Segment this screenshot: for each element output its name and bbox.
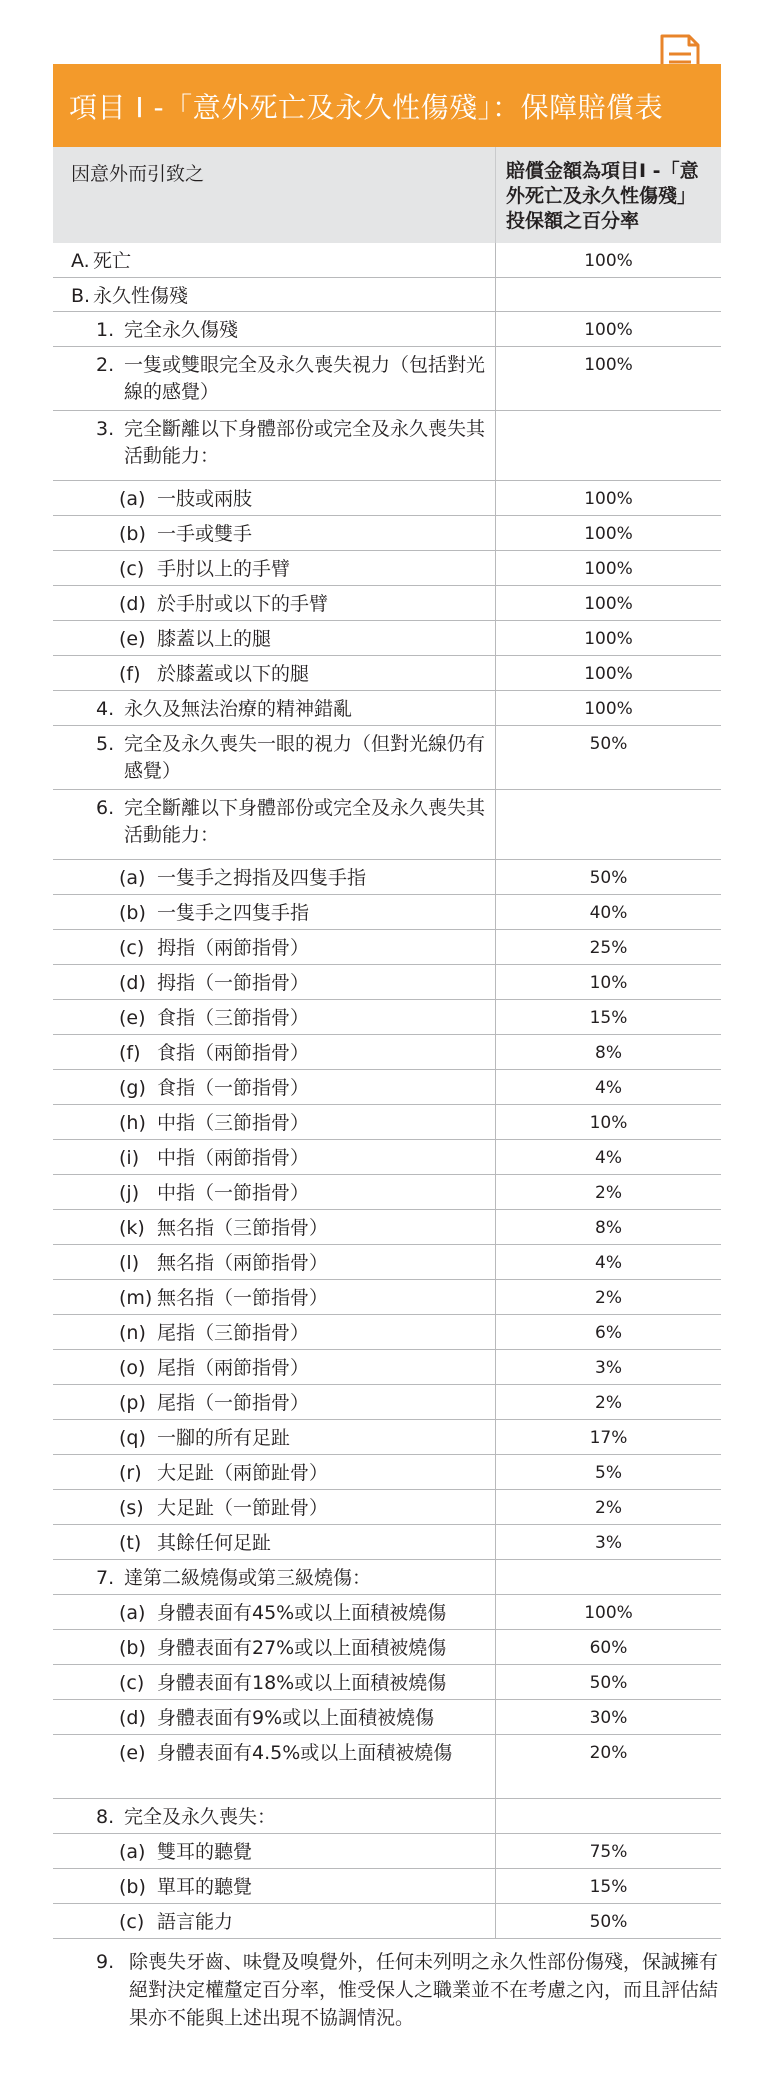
row-text: 完全及永久喪失一眼的視力（但對光線仍有感覺） — [124, 733, 486, 782]
table-row — [53, 860, 721, 895]
table-row — [53, 516, 721, 551]
row-label: (a) — [119, 1602, 146, 1624]
row-label: (c) — [119, 1911, 145, 1933]
row-label: (l) — [119, 1252, 140, 1274]
row-label: 3. — [96, 418, 115, 440]
row-label: (b) — [119, 902, 146, 924]
row-percentage: 15% — [495, 1000, 721, 1034]
row-text: 身體表面有27%或以上面積被燒傷 — [157, 1637, 447, 1659]
row-percentage — [495, 278, 721, 311]
row-description — [53, 1210, 495, 1244]
row-description — [53, 1280, 495, 1314]
table-row — [53, 1420, 721, 1455]
table-row — [53, 1035, 721, 1070]
row-text: 膝蓋以上的腿 — [157, 628, 272, 650]
row-label: (b) — [119, 523, 146, 545]
row-percentage: 20% — [495, 1735, 721, 1798]
table-row — [53, 1350, 721, 1385]
row-label: (i) — [119, 1147, 140, 1169]
row-text: 一手或雙手 — [157, 523, 253, 545]
row-description — [53, 1869, 495, 1903]
row-text: 雙耳的聽覺 — [157, 1841, 253, 1863]
row-description — [53, 1490, 495, 1524]
row-label: (f) — [119, 663, 141, 685]
row-description — [53, 1035, 495, 1069]
row-percentage: 3% — [495, 1525, 721, 1559]
row-description — [53, 656, 495, 690]
row-text: 大足趾（一節趾骨） — [157, 1497, 329, 1519]
row-description — [53, 1700, 495, 1734]
row-label: (j) — [119, 1182, 140, 1204]
table-row — [53, 1070, 721, 1105]
row-description — [53, 411, 495, 480]
table-row — [53, 1799, 721, 1834]
row-label: 6. — [96, 797, 115, 819]
table-title-bar — [53, 64, 721, 147]
row-text: 達第二級燒傷或第三級燒傷： — [124, 1567, 372, 1589]
row-text: 其餘任何足趾 — [157, 1532, 272, 1554]
row-percentage: 2% — [495, 1490, 721, 1524]
row-description — [53, 930, 495, 964]
row-text: 食指（三節指骨） — [157, 1007, 310, 1029]
row-text: 中指（三節指骨） — [157, 1112, 310, 1134]
row-label: (d) — [119, 593, 146, 615]
row-label: (q) — [119, 1427, 146, 1449]
row-text: 無名指（兩節指骨） — [157, 1252, 329, 1274]
header-cause: 因意外而引致之 — [71, 163, 205, 185]
table-row — [53, 1560, 721, 1595]
row-percentage: 50% — [495, 1665, 721, 1699]
row-percentage: 2% — [495, 1175, 721, 1209]
row-label: 4. — [96, 698, 115, 720]
row-percentage: 100% — [495, 243, 721, 277]
table-row — [53, 930, 721, 965]
row-description — [53, 1834, 495, 1868]
row-label: (d) — [119, 972, 146, 994]
row-percentage: 17% — [495, 1420, 721, 1454]
row-text: 拇指（兩節指骨） — [157, 937, 310, 959]
table-row — [53, 1105, 721, 1140]
row-text: 完全及永久喪失： — [124, 1806, 277, 1828]
row-percentage: 4% — [495, 1245, 721, 1279]
table-row — [53, 1455, 721, 1490]
row-label: B. — [71, 285, 91, 307]
table-row — [53, 347, 721, 411]
row-label: (t) — [119, 1532, 142, 1554]
table-row — [53, 1385, 721, 1420]
row-label: (a) — [119, 1841, 146, 1863]
row-text: 死亡 — [93, 250, 132, 272]
row-text: 食指（一節指骨） — [157, 1077, 310, 1099]
row-percentage: 60% — [495, 1630, 721, 1664]
row-text: 完全斷離以下身體部份或完全及永久喪失其活動能力： — [124, 418, 486, 467]
header-compensation: 賠償金額為項目I -「意外死亡及永久性傷殘」投保額之百分率 — [495, 147, 721, 243]
table-row — [53, 312, 721, 347]
row-percentage: 15% — [495, 1869, 721, 1903]
row-text: 食指（兩節指骨） — [157, 1042, 310, 1064]
row-description — [53, 347, 495, 410]
row-description — [53, 1420, 495, 1454]
row-text: 於手肘或以下的手臂 — [157, 593, 329, 615]
row-label: (e) — [119, 1007, 146, 1029]
table-row — [53, 1904, 721, 1939]
table-row — [53, 1525, 721, 1560]
row-text: 拇指（一節指骨） — [157, 972, 310, 994]
row-description — [53, 1000, 495, 1034]
row-text: 中指（兩節指骨） — [157, 1147, 310, 1169]
row-description — [53, 1385, 495, 1419]
row-description — [53, 1904, 495, 1938]
table-row — [53, 895, 721, 930]
row-label: (c) — [119, 558, 145, 580]
table-row — [53, 551, 721, 586]
table-row — [53, 1665, 721, 1700]
table-row — [53, 411, 721, 481]
row-label: 2. — [96, 354, 115, 376]
row-description — [53, 1350, 495, 1384]
row-label: A. — [71, 250, 90, 272]
row-label: (h) — [119, 1112, 146, 1134]
row-description — [53, 1140, 495, 1174]
row-description — [53, 516, 495, 550]
row-description — [53, 1595, 495, 1629]
row-label: 8. — [96, 1806, 115, 1828]
row-percentage: 100% — [495, 691, 721, 725]
row-description — [53, 312, 495, 346]
row-text: 永久性傷殘 — [93, 285, 189, 307]
row-text: 身體表面有4.5%或以上面積被燒傷 — [157, 1742, 453, 1764]
row-description — [53, 726, 495, 789]
row-label: (c) — [119, 937, 145, 959]
table-row — [53, 1700, 721, 1735]
row-percentage: 10% — [495, 965, 721, 999]
row-label: 5. — [96, 733, 115, 755]
table-row — [53, 1140, 721, 1175]
table-row — [53, 1834, 721, 1869]
row-percentage: 2% — [495, 1280, 721, 1314]
row-percentage: 3% — [495, 1350, 721, 1384]
row-label: 1. — [96, 319, 115, 341]
table-row — [53, 656, 721, 691]
row-label: (o) — [119, 1357, 146, 1379]
row-label: (c) — [119, 1672, 145, 1694]
row-description — [53, 691, 495, 725]
row-label: (a) — [119, 488, 146, 510]
row-percentage: 4% — [495, 1140, 721, 1174]
row-text: 一隻手之拇指及四隻手指 — [157, 867, 367, 889]
row-text: 一腳的所有足趾 — [157, 1427, 291, 1449]
row-description — [53, 551, 495, 585]
table-row — [53, 481, 721, 516]
row-percentage: 100% — [495, 312, 721, 346]
table-row — [53, 1595, 721, 1630]
table-row — [53, 1490, 721, 1525]
row-percentage: 100% — [495, 516, 721, 550]
row-percentage: 4% — [495, 1070, 721, 1104]
table-row — [53, 278, 721, 312]
row-percentage: 40% — [495, 895, 721, 929]
row-description — [53, 1560, 495, 1594]
table-row — [53, 1630, 721, 1665]
row-description — [53, 278, 495, 311]
row-text: 身體表面有18%或以上面積被燒傷 — [157, 1672, 447, 1694]
row-percentage: 100% — [495, 1595, 721, 1629]
row-text: 一隻或雙眼完全及永久喪失視力（包括對光線的感覺） — [124, 354, 486, 403]
table-row — [53, 1245, 721, 1280]
footnote-text: 除喪失牙齒、味覺及嗅覺外，任何未列明之永久性部份傷殘，保誠擁有絕對決定權釐定百分率，惟受保人之職業並不在考慮之內，而且評估結果亦不能與上述出現不協調情況。 — [129, 1951, 719, 2029]
table-row — [53, 691, 721, 726]
row-label: (a) — [119, 867, 146, 889]
row-text: 於膝蓋或以下的腿 — [157, 663, 310, 685]
row-text: 永久及無法治療的精神錯亂 — [124, 698, 353, 720]
row-label: (s) — [119, 1497, 144, 1519]
row-label: (m) — [119, 1287, 153, 1309]
row-label: (e) — [119, 628, 146, 650]
row-percentage — [495, 1560, 721, 1594]
row-text: 身體表面有9%或以上面積被燒傷 — [157, 1707, 435, 1729]
row-percentage: 100% — [495, 586, 721, 620]
row-text: 單耳的聽覺 — [157, 1876, 253, 1898]
row-percentage — [495, 1799, 721, 1833]
row-description — [53, 1245, 495, 1279]
row-percentage: 5% — [495, 1455, 721, 1489]
row-label: (e) — [119, 1742, 146, 1764]
row-description — [53, 1665, 495, 1699]
row-percentage: 100% — [495, 656, 721, 690]
row-percentage — [495, 411, 721, 480]
row-text: 尾指（三節指骨） — [157, 1322, 310, 1344]
row-text: 大足趾（兩節趾骨） — [157, 1462, 329, 1484]
table-header — [53, 147, 721, 243]
row-text: 完全永久傷殘 — [124, 319, 239, 341]
row-description — [53, 965, 495, 999]
row-label: (r) — [119, 1462, 142, 1484]
table-row — [53, 1210, 721, 1245]
row-text: 無名指（三節指骨） — [157, 1217, 329, 1239]
row-percentage: 30% — [495, 1700, 721, 1734]
row-description — [53, 1105, 495, 1139]
row-label: (b) — [119, 1637, 146, 1659]
row-percentage: 8% — [495, 1035, 721, 1069]
row-description — [53, 586, 495, 620]
row-description — [53, 1799, 495, 1833]
row-percentage: 100% — [495, 551, 721, 585]
row-description — [53, 1630, 495, 1664]
row-percentage: 25% — [495, 930, 721, 964]
row-label: (k) — [119, 1217, 145, 1239]
row-description — [53, 1315, 495, 1349]
row-percentage: 75% — [495, 1834, 721, 1868]
footnote — [96, 1948, 722, 2032]
table-row — [53, 621, 721, 656]
row-description — [53, 1735, 495, 1798]
row-text: 一肢或兩肢 — [157, 488, 253, 510]
row-description — [53, 895, 495, 929]
row-percentage: 2% — [495, 1385, 721, 1419]
row-text: 無名指（一節指骨） — [157, 1287, 329, 1309]
row-description — [53, 481, 495, 515]
row-percentage — [495, 790, 721, 859]
row-description — [53, 1455, 495, 1489]
table-row — [53, 586, 721, 621]
row-label: (f) — [119, 1042, 141, 1064]
row-percentage: 100% — [495, 481, 721, 515]
row-text: 一隻手之四隻手指 — [157, 902, 310, 924]
page-title: 項目 I -「意外死亡及永久性傷殘」：保障賠償表 — [69, 90, 664, 124]
row-percentage: 50% — [495, 726, 721, 789]
table-row — [53, 1315, 721, 1350]
row-description — [53, 243, 495, 277]
row-text: 語言能力 — [157, 1911, 234, 1933]
table-row — [53, 1735, 721, 1799]
row-description — [53, 790, 495, 859]
row-description — [53, 1070, 495, 1104]
row-text: 身體表面有45%或以上面積被燒傷 — [157, 1602, 447, 1624]
footnote-label: 9. — [96, 1951, 115, 1973]
table-row — [53, 965, 721, 1000]
row-text: 尾指（一節指骨） — [157, 1392, 310, 1414]
row-percentage: 50% — [495, 860, 721, 894]
table-row — [53, 790, 721, 860]
table-row — [53, 1000, 721, 1035]
row-percentage: 8% — [495, 1210, 721, 1244]
row-percentage: 6% — [495, 1315, 721, 1349]
row-description — [53, 1525, 495, 1559]
row-description — [53, 1175, 495, 1209]
row-text: 中指（一節指骨） — [157, 1182, 310, 1204]
row-label: (n) — [119, 1322, 146, 1344]
row-description — [53, 860, 495, 894]
row-text: 手肘以上的手臂 — [157, 558, 291, 580]
row-percentage: 100% — [495, 621, 721, 655]
row-percentage: 10% — [495, 1105, 721, 1139]
row-label: 7. — [96, 1567, 115, 1589]
table-row — [53, 1280, 721, 1315]
table-row — [53, 726, 721, 790]
row-text: 完全斷離以下身體部份或完全及永久喪失其活動能力： — [124, 797, 486, 846]
table-row — [53, 1175, 721, 1210]
table-row — [53, 243, 721, 278]
row-label: (b) — [119, 1876, 146, 1898]
row-text: 尾指（兩節指骨） — [157, 1357, 310, 1379]
row-label: (g) — [119, 1077, 146, 1099]
row-percentage: 50% — [495, 1904, 721, 1938]
row-label: (d) — [119, 1707, 146, 1729]
row-percentage: 100% — [495, 347, 721, 410]
row-label: (p) — [119, 1392, 146, 1414]
table-row — [53, 1869, 721, 1904]
row-description — [53, 621, 495, 655]
